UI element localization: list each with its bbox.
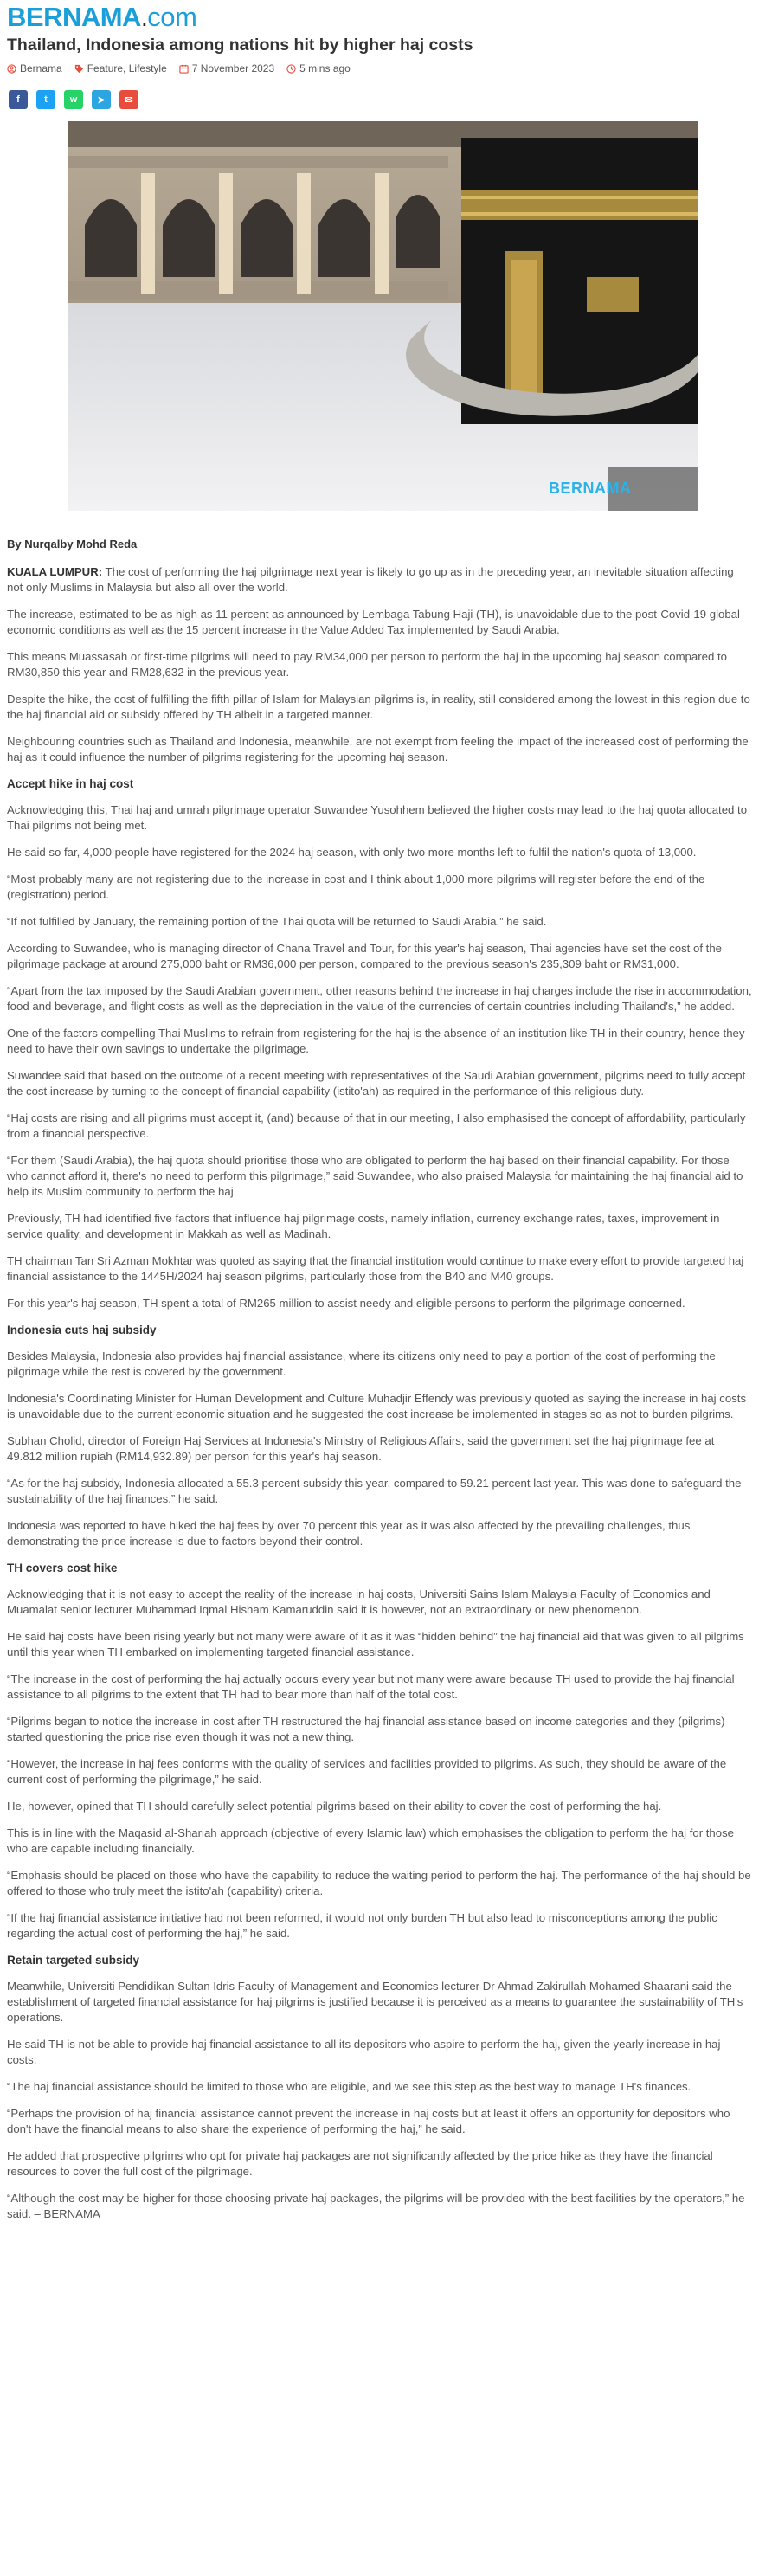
article-byline: By Nurqalby Mohd Reda — [7, 538, 138, 551]
logo-text: BERNAMA — [7, 2, 141, 32]
share-bar — [9, 90, 138, 109]
paragraph: “As for the haj subsidy, Indonesia allocated a 55.3 percent subsidy this year, compared to 59.21 percent last year. This was done to safeguard the sustainability of the haj finances,” he said. — [7, 1477, 742, 1505]
time-ago: 5 mins ago — [299, 62, 351, 74]
telegram-share-button[interactable] — [92, 90, 111, 109]
paragraph: Neighbouring countries such as Thailand and Indonesia, meanwhile, are not exempt from feeling the impact of the increased cost of performing the haj as it could influence the number of pilgrims registering for the upcoming haj season. — [7, 735, 749, 763]
paragraph: One of the factors compelling Thai Muslims to refrain from registering for the haj is the absence of an institution like TH in their country, hence they need to have their own savings to undertake the pilgrimage. — [7, 1027, 745, 1055]
paragraph: “Pilgrims began to notice the increase in cost after TH restructured the haj financial assistance based on income categories and they (pilgrims) started questioning the price rise even though it was not a new thing. — [7, 1715, 725, 1743]
article-image — [68, 121, 698, 511]
section-heading: Retain targeted subsidy — [7, 1954, 140, 1967]
paragraph: He, however, opined that TH should carefully select potential pilgrims based on their ability to cover the cost of performing the haj. — [7, 1800, 662, 1813]
article-body — [7, 564, 752, 2233]
paragraph: Indonesia was reported to have hiked the haj fees by over 70 percent this year as it was also affected by the prevailing challenges, thus demonstrating the price increase is due to factors beyond their control. — [7, 1519, 691, 1548]
paragraph: Suwandee said that based on the outcome of a recent meeting with representatives of the Saudi Arabian government, pilgrims need to fully accept the cost increase by turning to the concept of financial capability (istito'ah) as required in the performance of this religious duty. — [7, 1069, 746, 1098]
email-icon: ✉ — [125, 94, 133, 106]
twitter-share-button[interactable] — [36, 90, 55, 109]
facebook-icon: f — [16, 94, 20, 105]
paragraph: He said so far, 4,000 people have registered for the 2024 haj season, with only two more months left to fulfil the nation's quota of 13,000. — [7, 846, 697, 859]
paragraph: “Apart from the tax imposed by the Saudi Arabian government, other reasons behind the increase in haj charges include the rise in accommodation, food and beverage, and flight costs as well as the depreciation in the value of the currencies of certain countries including Thailand's,” he added. — [7, 984, 752, 1013]
article-meta — [7, 62, 351, 74]
paragraph: Acknowledging that it is not easy to accept the reality of the increase in haj costs, Universiti Sains Islam Malaysia Faculty of Economics and Muamalat senior lecturer Muhammad Iqmal Hisham Kamaruddin said it is however, not an extraordinary or new phenomenon. — [7, 1587, 711, 1616]
calendar-icon — [179, 64, 189, 74]
paragraph: “If the haj financial assistance initiative had not been reformed, it would not only burden TH but also lead to misconceptions among the public regarding the actual cost of performing the haj,” he said. — [7, 1911, 717, 1940]
kaaba-photo — [68, 121, 698, 511]
paragraph: “However, the increase in haj fees conforms with the quality of services and facilities provided to pilgrims. As such, they should be aware of the current cost of performing the pilgrimage,” he said. — [7, 1757, 727, 1786]
paragraph: Acknowledging this, Thai haj and umrah pilgrimage operator Suwandee Yusohhem believed the higher costs may lead to the haj quota allocated to Thai pilgrims not being met. — [7, 803, 748, 832]
date-meta — [179, 62, 274, 74]
author-link[interactable]: Bernama — [20, 62, 62, 74]
paragraph: Besides Malaysia, Indonesia also provides haj financial assistance, where its citizens only need to pay a portion of the cost of performing the pilgrimage while the rest is covered by the government. — [7, 1349, 716, 1378]
paragraph: “The increase in the cost of performing the haj actually occurs every year but not many were aware because TH used to provide the haj financial assistance to all pilgrims to the extent that TH had to bear more than half of the total cost. — [7, 1672, 735, 1701]
paragraph: This means Muassasah or first-time pilgrims will need to pay RM34,000 per person to perform the haj in the upcoming haj season compared to RM30,850 this year and RM28,632 in the previous year. — [7, 650, 727, 679]
publish-date: 7 November 2023 — [191, 62, 275, 74]
paragraph: “Haj costs are rising and all pilgrims must accept it, (and) because of that in our meeting, I also emphasised the concept of affordability, particularly from a financial perspective. — [7, 1111, 746, 1140]
section-heading: TH covers cost hike — [7, 1562, 118, 1575]
paragraph: This is in line with the Maqasid al-Shariah approach (objective of every Islamic law) which emphasises the obligation to perform the haj for those who are capable including financially. — [7, 1826, 735, 1855]
lead-paragraph: KUALA LUMPUR: The cost of performing the haj pilgrimage next year is likely to go up as in the preceding year, an inevitable situation affecting not only Muslims in Malaysia but also all over the world. — [7, 565, 734, 594]
paragraph: “Although the cost may be higher for those choosing private haj packages, the pilgrims will be provided with the best facilities by the operators,” he said. – BERNAMA — [7, 2192, 745, 2220]
facebook-share-button[interactable] — [9, 90, 28, 109]
paragraph: The increase, estimated to be as high as 11 percent as announced by Lembaga Tabung Haji (TH), is unavoidable due to the post-Covid-19 global economic conditions as well as the 15 percent increase in the Value Added Tax implemented by Saudi Arabia. — [7, 608, 740, 636]
paragraph: Previously, TH had identified five factors that influence haj pilgrimage costs, namely inflation, currency exchange rates, taxes, improvement in service quality, and development in Makkah as well as Madinah. — [7, 1212, 720, 1240]
whatsapp-icon: w — [69, 94, 78, 105]
image-watermark: BERNAMA — [549, 480, 632, 497]
author-meta — [7, 62, 62, 74]
twitter-icon: t — [44, 94, 48, 105]
paragraph: “If not fulfilled by January, the remaining portion of the Thai quota will be returned to Saudi Arabia,” he said. — [7, 915, 547, 928]
paragraph: “Most probably many are not registering due to the increase in cost and I think about 1,000 more pilgrims will register before the end of the (registration) period. — [7, 873, 705, 901]
paragraph: “For them (Saudi Arabia), the haj quota should prioritise those who are obligated to perform the haj based on their financial capability. For those who cannot afford it, there's no need to perform this pilgrimage,” said Suwandee, who also praised Malaysia for maintaining the haj financial aid to help its Muslim community to perform the haj. — [7, 1154, 743, 1198]
paragraph: “The haj financial assistance should be limited to those who are eligible, and we see this step as the best way to manage TH's finances. — [7, 2080, 691, 2093]
paragraph: Meanwhile, Universiti Pendidikan Sultan Idris Faculty of Management and Economics lecturer Dr Ahmad Zakirullah Mohamed Shaarani said the establishment of targeted financial assistance for haj pilgrims is justified because it is perceived as a means to guarantee the sustainability of TH's operations. — [7, 1980, 743, 2024]
paragraph: According to Suwandee, who is managing director of Chana Travel and Tour, for this year's haj season, Thai agencies have set the cost of the pilgrimage package at around 275,000 baht or RM36,000 per person, compared to the previous season's 235,309 baht or RM31,000. — [7, 942, 722, 970]
paragraph: He added that prospective pilgrims who opt for private haj packages are not significantly affected by the price hike as they have the financial resources to cover the full cost of the pilgrimage. — [7, 2149, 713, 2178]
section-heading: Accept hike in haj cost — [7, 777, 134, 790]
site-logo[interactable]: BERNAMA.com — [7, 2, 197, 32]
paragraph: Indonesia's Coordinating Minister for Human Development and Culture Muhadjir Effendy was previously quoted as saying the increase in haj costs is unavoidable due to the current economic situation and he suggested the cost increase be implemented in stages so as not to burden pilgrims. — [7, 1392, 747, 1420]
whatsapp-share-button[interactable] — [64, 90, 83, 109]
paragraph: “Emphasis should be placed on those who have the capability to reduce the waiting period to perform the haj. The performance of the haj should be offered to those who truly meet the istito'ah (capability) criteria. — [7, 1869, 751, 1897]
paragraph: For this year's haj season, TH spent a total of RM265 million to assist needy and eligible persons to perform the pilgrimage concerned. — [7, 1297, 685, 1310]
paragraph: He said TH is not be able to provide haj financial assistance to all its depositors who aspire to perform the haj, given the yearly increase in haj costs. — [7, 2038, 721, 2066]
paragraph: Subhan Cholid, director of Foreign Haj Services at Indonesia's Ministry of Religious Affairs, said the government set the haj pilgrimage fee at 49.812 million rupiah (RM14,932.89) per person for this year's haj season. — [7, 1434, 715, 1463]
user-icon — [7, 64, 16, 74]
paragraph: He said haj costs have been rising yearly but not many were aware of it as it was “hidden behind” the haj financial aid that was given to all pilgrims until this year when TH embarked on implementing targeted financial assistance. — [7, 1630, 744, 1658]
time-meta — [286, 62, 351, 74]
paragraph: Despite the hike, the cost of fulfilling the fifth pillar of Islam for Malaysian pilgrims is, in reality, still considered among the lowest in this region due to the haj financial aid or subsidy offered by TH albeit in a targeted manner. — [7, 692, 750, 721]
paragraph: TH chairman Tan Sri Azman Mokhtar was quoted as saying that the financial institution would continue to make every effort to provide targeted haj financial assistance to the 1445H/2024 haj season pilgrims, particularly those from the B40 and M40 groups. — [7, 1254, 744, 1283]
article-title: Thailand, Indonesia among nations hit by higher haj costs — [7, 35, 473, 55]
category-links[interactable]: Feature, Lifestyle — [87, 62, 167, 74]
category-meta — [74, 62, 167, 74]
dateline: KUALA LUMPUR: — [7, 565, 103, 578]
telegram-icon: ➤ — [97, 94, 106, 106]
email-share-button[interactable] — [119, 90, 138, 109]
section-heading: Indonesia cuts haj subsidy — [7, 1323, 157, 1336]
clock-icon — [286, 64, 296, 74]
tag-icon — [74, 64, 84, 74]
paragraph: “Perhaps the provision of haj financial assistance cannot prevent the increase in haj costs but at least it offers an opportunity for depositors who don't have the financial means to also share the experience of performing the haj,” he said. — [7, 2107, 730, 2135]
